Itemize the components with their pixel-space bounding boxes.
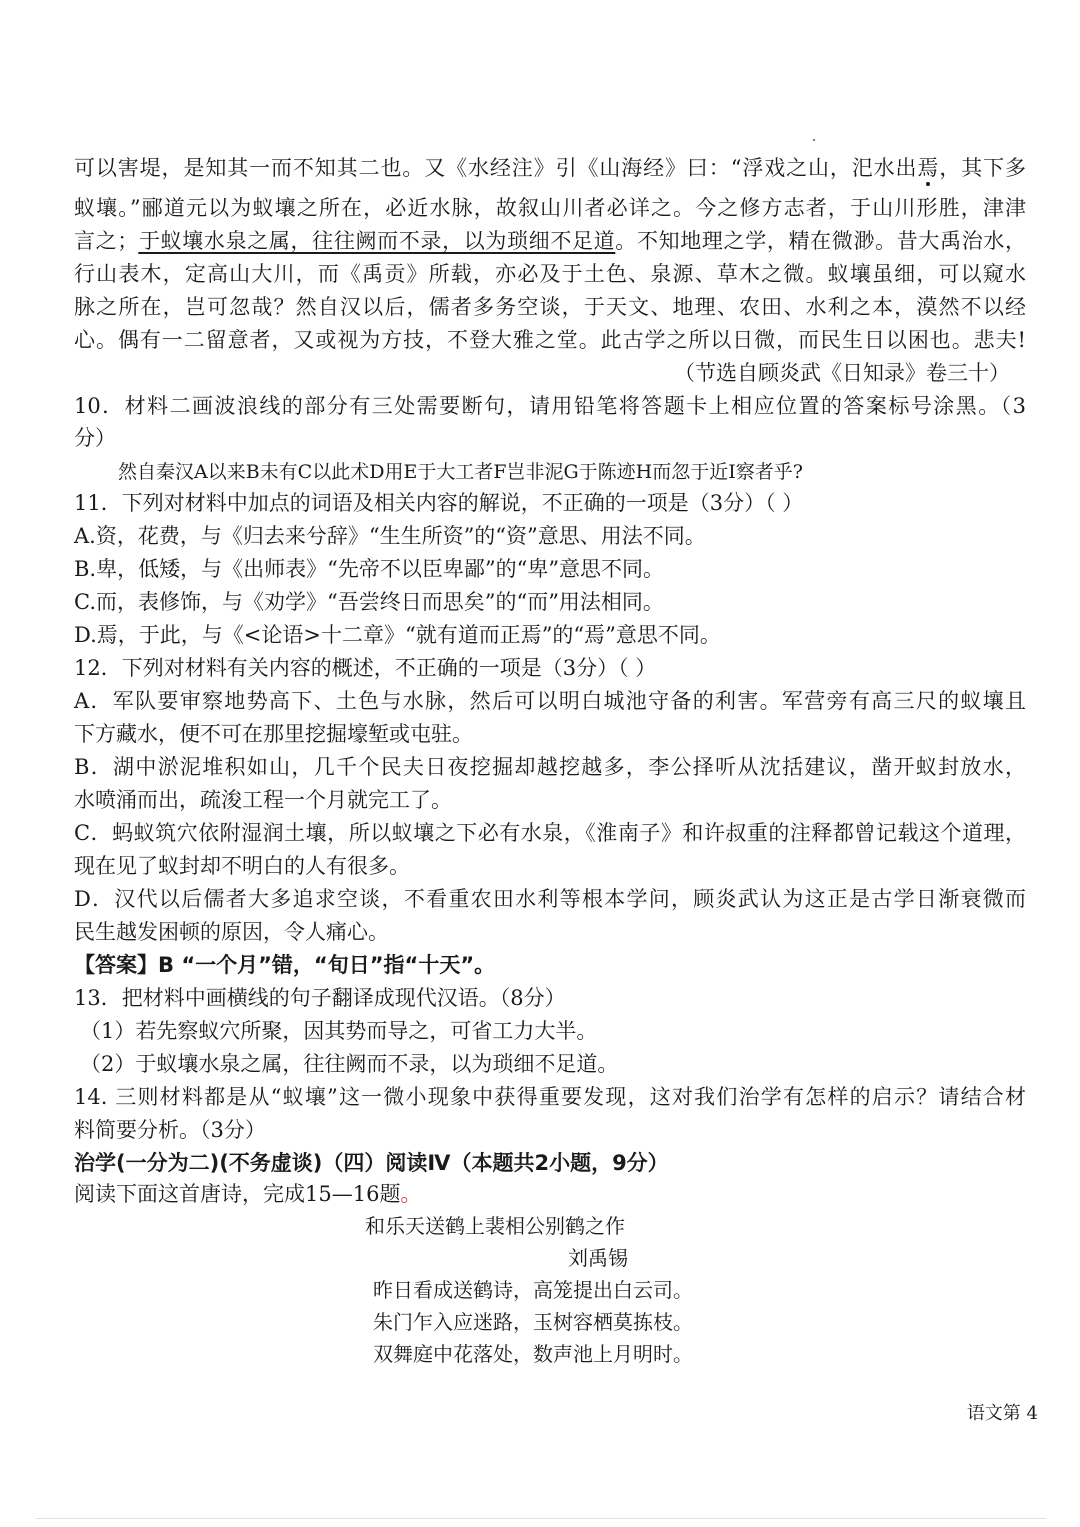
q13-sentence-1: （1）若先察蚁穴所聚，因其势而导之，可省工力大半。	[80, 1019, 598, 1043]
passage-line-2: 蚁壤。”郦道元以为蚁壤之所在，必近水脉，故叙山川者必详之。今之修方志者，于山川形胜，津津	[74, 196, 1026, 220]
q13-sentence-2: （2）于蚁壤水泉之属，往往阙而不录，以为琐细不足道。	[80, 1052, 619, 1076]
q12-option-b-line-1: B．湖中淤泥堆积如山，几千个民夫日夜挖掘却越挖越多，李公择听从沈括建议，凿开蚁封放水，	[74, 755, 1026, 779]
passage-line-3: 言之；于蚁壤水泉之属，往往阙而不录，以为琐细不足道。不知地理之学，精在微渺。昔大禹治水，	[74, 229, 1027, 253]
q12-option-d-line-2: 民生越发困顿的原因，令人痛心。	[74, 920, 389, 944]
bottom-divider	[36, 1518, 1046, 1519]
q12-option-b-line-2: 水喷涌而出，疏浚工程一个月就完工了。	[74, 788, 452, 812]
passage-line-6: 心。偶有一二留意者，又或视为方技，不登大雅之堂。此古学之所以日微，而民生日以困也。悲夫!	[74, 328, 1026, 352]
poem-line-2: 朱门乍入应迷路，玉树容栖莫拣枝。	[373, 1310, 693, 1334]
passage-source: （节选自顾炎武《日知录》卷三十）	[674, 361, 1010, 385]
page-footer: 语文第 4	[966, 1403, 1038, 1424]
q11-option-d: D.焉，于此，与《<论语>十二章》“就有道而正焉”的“焉”意思不同。	[74, 623, 721, 647]
underlined-sentence: 于蚁壤水泉之属，往往阙而不录，以为琐细不足道	[138, 229, 616, 253]
q12-option-c-line-2: 现在见了蚁封却不明白的人有很多。	[74, 854, 410, 878]
poem-line-3: 双舞庭中花落处，数声池上月明时。	[373, 1342, 693, 1366]
q12-option-d-line-1: D．汉代以后儒者大多追求空谈，不看重农田水利等根本学问，顾炎武认为这正是古学日渐衰微而	[74, 887, 1026, 911]
q11-option-a: A.资，花费，与《归去来兮辞》“生生所资”的“资”意思、用法不同。	[74, 524, 706, 548]
q11-option-b: B.卑，低矮，与《出师表》“先帝不以臣卑鄙”的“卑”意思不同。	[74, 557, 665, 581]
q14-stem-line-2: 料简要分析。（3分）	[74, 1118, 266, 1142]
q12-option-a-line-2: 下方藏水，便不可在那里挖掘壕堑或屯驻。	[74, 722, 473, 746]
q14-stem-line-1: 14. 三则材料都是从“蚁壤”这一微小现象中获得重要发现，这对我们治学有怎样的启示？请结合材	[74, 1085, 1026, 1109]
section-heading: 治学(一分为二)(不务虚谈)（四）阅读Ⅳ（本题共2小题，9分）	[74, 1151, 669, 1175]
passage-line-1: 可以害堤，是知其一而不知其二也。又《水经注》引《山海经》曰：“浮戏之山，汜水出焉，其下多	[74, 156, 1027, 180]
q11-option-c: C.而，表修饰，与《劝学》“吾尝终日而思矣”的“而”用法相同。	[74, 590, 664, 614]
emphasis-dot-char: 焉	[917, 156, 940, 180]
answer-line: 【答案】B “一个月”错，“旬日”指“十天”。	[74, 953, 496, 977]
red-mark: 。	[400, 1182, 422, 1206]
scan-speck	[813, 139, 815, 141]
passage-line-4: 行山表木，定高山大川，而《禹贡》所载，亦必及于土色、泉源、草木之微。蚁壤虽细，可以窥水	[74, 262, 1026, 286]
section-intro: 阅读下面这首唐诗，完成15—16题。	[74, 1182, 422, 1206]
passage-line-5: 脉之所在，岂可忽哉？然自汉以后，儒者多务空谈，于天文、地理、农田、水利之本，漠然不以经	[74, 295, 1026, 319]
poem-title: 和乐天送鹤上裴相公别鹤之作	[365, 1214, 625, 1238]
poem-line-1: 昨日看成送鹤诗，高笼提出白云司。	[373, 1278, 693, 1302]
q10-sentence: 然自秦汉A以来B未有C以此术D用E于大工者F岂非泥G于陈迹H而忽于近I察者乎?	[118, 461, 803, 483]
q12-stem: 12．下列对材料有关内容的概述，不正确的一项是（3分）（ ）	[74, 656, 657, 680]
q10-stem-line-2: 分）	[74, 426, 116, 450]
q12-option-c-line-1: C．蚂蚁筑穴依附湿润土壤，所以蚁壤之下必有水泉，《淮南子》和许叔重的注释都曾记载这个道理，	[74, 821, 1026, 845]
q11-stem: 11．下列对材料中加点的词语及相关内容的解说，不正确的一项是（3分）（ ）	[74, 491, 804, 515]
q13-stem: 13．把材料中画横线的句子翻译成现代汉语。（8分）	[74, 986, 566, 1010]
poem-author: 刘禹锡	[568, 1246, 628, 1270]
q10-stem-line-1: 10．材料二画波浪线的部分有三处需要断句，请用铅笔将答题卡上相应位置的答案标号涂黑。（3	[74, 394, 1026, 418]
q12-option-a-line-1: A．军队要审察地势高下、土色与水脉，然后可以明白城池守备的利害。军营旁有高三尺的蚁壤且	[74, 689, 1026, 713]
